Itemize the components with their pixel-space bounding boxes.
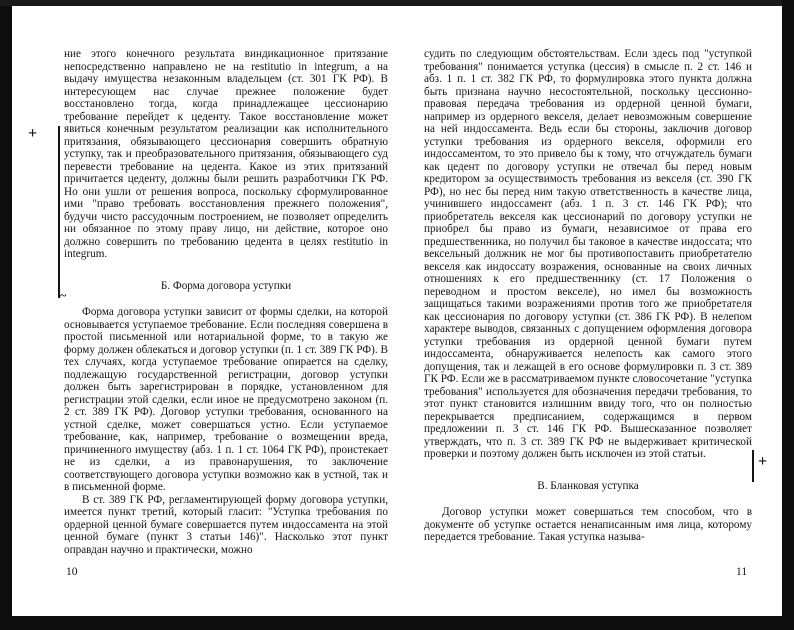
page-number-right: 11 — [736, 566, 748, 578]
scan-border-top — [0, 0, 794, 6]
heading-form-of-assignment: Б. Форма договора уступки — [160, 279, 292, 292]
left-paragraph-2: Форма договора уступки зависит от формы сделки, на которой основывается уступаемое требование. Если последняя совершена в простой письменной или нотариальной форме, то в такую же форму должен облекаться и договор уступки (п. 1 ст. 389 ГК РФ). В тех случаях, когда уступаемое требование опирается на сделку, подлежащую государственной регистрации, договор уступки должен быть зарегистрирован в порядке, установленном для регистрации этой сделки, если иное не предусмотрено законом (п. 2 ст. 389 ГК РФ). Договор уступки требования, основанного на устной сделке, может совершаться устно. Если уступаемое требование, как, например, требование о возмещении вреда, причиненного имуществу (абз. 1 п. 1 ст. 1064 ГК РФ), проистекает не из сделки, а из правонарушения, то заключение соответствующего договора уступки возможно как в устной, так и в письменной форме. — [64, 306, 388, 493]
margin-cross-mark-right: + — [758, 453, 768, 470]
right-paragraph-1: судить по следующим обстоятельствам. Если здесь под "уступкой требования" понимается уступка (цессия) в смысле п. 2 ст. 146 и абз. 1 п. 1 ст. 382 ГК РФ, то формулировка этого пункта должна быть признана научно несостоятельной, поскольку цессионно-правовая передача требования из ордерной ценной бумаги, например из ордерного векселя, делает невозможным совершение на ней индоссамента. Ведь если бы стороны, заключив договор уступки требования из ордерного векселя, оформили его индоссаментом, то это привело бы к тому, что отчуждатель бумаги как цедент по договору уступки не отвечал бы перед новым кредитором за осуществимость требования из векселя (ст. 390 ГК РФ), но нес бы перед ним такую ответственность в качестве лица, учинившего индоссамент (абз. 1 п. 3 ст. 146 ГК РФ); что приобретатель векселя как цессионарий по договору уступки не приобрел бы право из бумаги, независимое от права его предшественника, но получил бы таковое в качестве индоссата; что вексельный должник не мог бы противопоставить приобретателю векселя как индоссату возражения, основанные на своих личных отношениях к его предшественнику (ст. 17 Положения о переводном и простом векселе), но имел бы возможность защищаться такими возражениями против того же приобретателя как цессионария по договору уступки (ст. 386 ГК РФ). В нелепом характере выводов, связанных с допущением оформления договора уступки требования из ордерной ценной бумаги путем индоссамента, обнаруживается нелепость как самого этого допущения, так и лежащей в его основе формулировки п. 3 ст. 389 ГК РФ. Если же в рассматриваемом пункте словосочетание "уступка требования" используется для обозначения передачи требования, то этот пункт становится излишним ввиду того, что он полностью перекрывается предписанием, содержащимся в первом предложении п. 3 ст. 146 ГК РФ. Вышесказанное позволяет утверждать, что п. 3 ст. 389 ГК РФ не выдерживает критической проверки и поэтому должен быть исключен из этой статьи. — [424, 48, 752, 460]
right-paragraph-2: Договор уступки может совершаться тем способом, что в документе об уступке остается ненаписанным имя лица, которому передается требование. Такая уступка называ- — [424, 506, 752, 543]
margin-bracket-line-right — [752, 450, 754, 482]
scan-border-right — [782, 0, 794, 630]
margin-bracket-line-left — [58, 126, 60, 298]
margin-cross-mark-left: + — [28, 125, 38, 142]
heading-blank-assignment: В. Бланковая уступка — [537, 479, 639, 492]
margin-dash-mark: ~ — [60, 288, 67, 302]
left-page-column — [64, 48, 388, 556]
right-page-column — [424, 48, 752, 544]
page-number-left: 10 — [66, 566, 78, 578]
scan-border-bottom — [0, 616, 794, 630]
left-paragraph-3: В ст. 389 ГК РФ, регламентирующей форму договора уступки, имеется пункт третий, который гласит: "Уступка требования по ордерной ценной бумаге совершается путем индоссамента на этой ценной бумаге (пункт 3 статьи 146)". Насколько этот пункт оправдан научно и практически, можно — [64, 493, 388, 556]
left-paragraph-1: ние этого конечного результата виндикационное притязание непосредственно направлено не на restitutio in integrum, а на выдачу имущества незаконным владельцем (ст. 301 ГК РФ). В интересующем нас случае прежнее положение будет восстановлено тогда, когда принадлежащее цессионарию требование перейдет к цеденту. Такое восстановление может явиться конечным результатом реализации как исполнительного притязания, обязывающего цессионария совершить обратную уступку, так и преобразовательного притязания, обязывающего суд перевести требование на цедента. Какое из этих притязаний причитается цеденту, должны были решить разработчики ГК РФ. Но они ушли от решения вопроса, поскольку сформулированное ими "право требовать восстановления прежнего положения", будучи чисто рассудочным построением, не позволяет определить ни обязанное по этому праву лицо, ни действие, которое оно должно совершить по требованию цедента в целях restitutio in integrum. — [64, 48, 388, 260]
scan-border-left — [0, 0, 12, 630]
